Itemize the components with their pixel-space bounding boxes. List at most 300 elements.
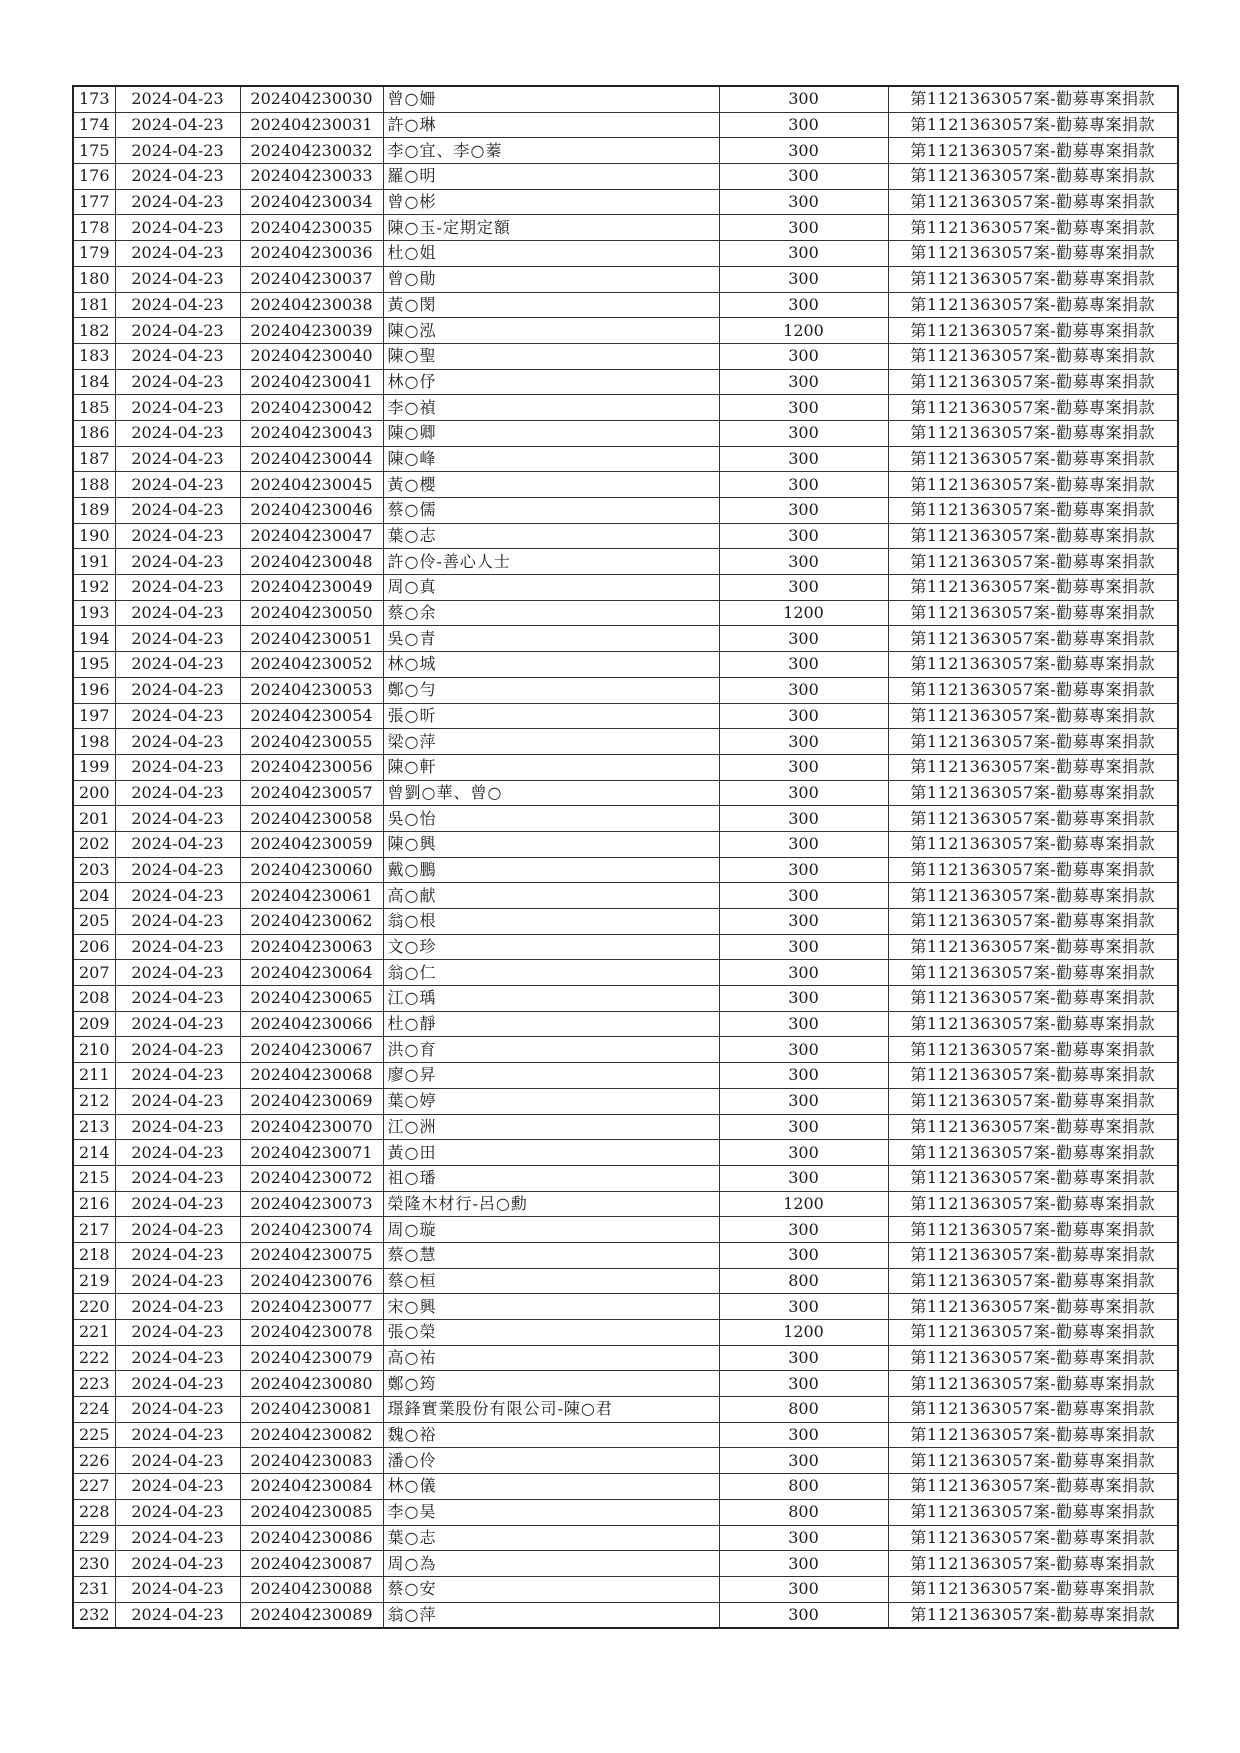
table-row (73, 754, 1178, 780)
donor-name-cell: 曾劉○華、曾○ (383, 780, 719, 806)
row-number-cell: 196 (73, 677, 115, 703)
table-row (73, 1320, 1178, 1346)
table-row (73, 1576, 1178, 1602)
donation-amount-cell: 300 (719, 292, 888, 318)
donation-purpose-cell: 第1121363057案-勸募專案捐款 (888, 369, 1178, 395)
table-row (73, 189, 1178, 215)
table-row (73, 343, 1178, 369)
donor-name-cell: 葉○志 (383, 523, 719, 549)
donation-amount-cell: 800 (719, 1499, 888, 1525)
donation-amount-cell: 300 (719, 1088, 888, 1114)
donation-purpose-cell: 第1121363057案-勸募專案捐款 (888, 934, 1178, 960)
donation-purpose-cell: 第1121363057案-勸募專案捐款 (888, 1576, 1178, 1602)
table-row (73, 266, 1178, 292)
receipt-number-cell: 202404230052 (240, 652, 383, 678)
donation-purpose-cell: 第1121363057案-勸募專案捐款 (888, 1088, 1178, 1114)
donor-name-cell: 璟鋒實業股份有限公司-陳○君 (383, 1397, 719, 1423)
row-number-cell: 211 (73, 1063, 115, 1089)
donation-amount-cell: 300 (719, 806, 888, 832)
receipt-number-cell: 202404230037 (240, 266, 383, 292)
donor-name-cell: 羅○明 (383, 164, 719, 190)
donation-purpose-cell: 第1121363057案-勸募專案捐款 (888, 1397, 1178, 1423)
receipt-number-cell: 202404230079 (240, 1345, 383, 1371)
table-row (73, 1114, 1178, 1140)
row-number-cell: 182 (73, 318, 115, 344)
row-number-cell: 180 (73, 266, 115, 292)
receipt-number-cell: 202404230041 (240, 369, 383, 395)
donation-date-cell: 2024-04-23 (115, 909, 240, 935)
receipt-number-cell: 202404230081 (240, 1397, 383, 1423)
receipt-number-cell: 202404230077 (240, 1294, 383, 1320)
donation-date-cell: 2024-04-23 (115, 318, 240, 344)
row-number-cell: 200 (73, 780, 115, 806)
table-row (73, 523, 1178, 549)
donation-date-cell: 2024-04-23 (115, 420, 240, 446)
row-number-cell: 203 (73, 857, 115, 883)
receipt-number-cell: 202404230069 (240, 1088, 383, 1114)
row-number-cell: 209 (73, 1011, 115, 1037)
donation-date-cell: 2024-04-23 (115, 343, 240, 369)
table-row (73, 600, 1178, 626)
donor-name-cell: 翁○萍 (383, 1602, 719, 1628)
receipt-number-cell: 202404230038 (240, 292, 383, 318)
donor-name-cell: 吳○怡 (383, 806, 719, 832)
donation-purpose-cell: 第1121363057案-勸募專案捐款 (888, 1140, 1178, 1166)
donor-name-cell: 葉○婷 (383, 1088, 719, 1114)
donation-ledger-table (72, 85, 1179, 1629)
table-row (73, 857, 1178, 883)
donation-purpose-cell: 第1121363057案-勸募專案捐款 (888, 164, 1178, 190)
donor-name-cell: 鄭○勻 (383, 677, 719, 703)
row-number-cell: 227 (73, 1474, 115, 1500)
donation-date-cell: 2024-04-23 (115, 754, 240, 780)
donation-purpose-cell: 第1121363057案-勸募專案捐款 (888, 1242, 1178, 1268)
receipt-number-cell: 202404230055 (240, 729, 383, 755)
donor-name-cell: 榮隆木材行-呂○勳 (383, 1191, 719, 1217)
receipt-number-cell: 202404230075 (240, 1242, 383, 1268)
donor-name-cell: 鄭○筠 (383, 1371, 719, 1397)
donation-purpose-cell: 第1121363057案-勸募專案捐款 (888, 857, 1178, 883)
donor-name-cell: 葉○志 (383, 1525, 719, 1551)
donation-purpose-cell: 第1121363057案-勸募專案捐款 (888, 1063, 1178, 1089)
table-row (73, 138, 1178, 164)
table-row (73, 241, 1178, 267)
row-number-cell: 218 (73, 1242, 115, 1268)
table-row (73, 215, 1178, 241)
donation-amount-cell: 300 (719, 343, 888, 369)
table-row (73, 934, 1178, 960)
donation-purpose-cell: 第1121363057案-勸募專案捐款 (888, 498, 1178, 524)
donation-date-cell: 2024-04-23 (115, 1551, 240, 1577)
donation-amount-cell: 300 (719, 1576, 888, 1602)
table-row (73, 1422, 1178, 1448)
donation-amount-cell: 300 (719, 395, 888, 421)
donor-name-cell: 李○昊 (383, 1499, 719, 1525)
row-number-cell: 230 (73, 1551, 115, 1577)
donor-name-cell: 翁○根 (383, 909, 719, 935)
donor-name-cell: 高○祐 (383, 1345, 719, 1371)
donation-amount-cell: 300 (719, 729, 888, 755)
table-row (73, 369, 1178, 395)
donation-purpose-cell: 第1121363057案-勸募專案捐款 (888, 523, 1178, 549)
row-number-cell: 192 (73, 575, 115, 601)
receipt-number-cell: 202404230039 (240, 318, 383, 344)
donation-purpose-cell: 第1121363057案-勸募專案捐款 (888, 677, 1178, 703)
donation-amount-cell: 300 (719, 626, 888, 652)
donation-purpose-cell: 第1121363057案-勸募專案捐款 (888, 754, 1178, 780)
row-number-cell: 231 (73, 1576, 115, 1602)
row-number-cell: 190 (73, 523, 115, 549)
donation-purpose-cell: 第1121363057案-勸募專案捐款 (888, 446, 1178, 472)
receipt-number-cell: 202404230089 (240, 1602, 383, 1628)
donation-amount-cell: 300 (719, 215, 888, 241)
donation-date-cell: 2024-04-23 (115, 1011, 240, 1037)
table-row (73, 1191, 1178, 1217)
donation-amount-cell: 300 (719, 446, 888, 472)
row-number-cell: 226 (73, 1448, 115, 1474)
donation-purpose-cell: 第1121363057案-勸募專案捐款 (888, 1037, 1178, 1063)
table-row (73, 677, 1178, 703)
row-number-cell: 223 (73, 1371, 115, 1397)
donation-purpose-cell: 第1121363057案-勸募專案捐款 (888, 1268, 1178, 1294)
receipt-number-cell: 202404230032 (240, 138, 383, 164)
donor-name-cell: 黃○田 (383, 1140, 719, 1166)
ledger-body (73, 86, 1178, 1628)
table-row (73, 1345, 1178, 1371)
donor-name-cell: 許○伶-善心人士 (383, 549, 719, 575)
donation-purpose-cell: 第1121363057案-勸募專案捐款 (888, 266, 1178, 292)
donation-date-cell: 2024-04-23 (115, 780, 240, 806)
receipt-number-cell: 202404230066 (240, 1011, 383, 1037)
row-number-cell: 194 (73, 626, 115, 652)
donor-name-cell: 魏○裕 (383, 1422, 719, 1448)
donation-amount-cell: 300 (719, 86, 888, 112)
receipt-number-cell: 202404230078 (240, 1320, 383, 1346)
donation-purpose-cell: 第1121363057案-勸募專案捐款 (888, 1294, 1178, 1320)
donation-date-cell: 2024-04-23 (115, 1268, 240, 1294)
receipt-number-cell: 202404230040 (240, 343, 383, 369)
donation-amount-cell: 300 (719, 189, 888, 215)
donation-date-cell: 2024-04-23 (115, 1345, 240, 1371)
donation-purpose-cell: 第1121363057案-勸募專案捐款 (888, 138, 1178, 164)
donation-date-cell: 2024-04-23 (115, 1217, 240, 1243)
donor-name-cell: 戴○鵬 (383, 857, 719, 883)
donation-date-cell: 2024-04-23 (115, 857, 240, 883)
donation-date-cell: 2024-04-23 (115, 369, 240, 395)
donation-purpose-cell: 第1121363057案-勸募專案捐款 (888, 1474, 1178, 1500)
row-number-cell: 214 (73, 1140, 115, 1166)
donation-date-cell: 2024-04-23 (115, 806, 240, 832)
donation-amount-cell: 300 (719, 703, 888, 729)
donation-date-cell: 2024-04-23 (115, 241, 240, 267)
row-number-cell: 201 (73, 806, 115, 832)
row-number-cell: 173 (73, 86, 115, 112)
donation-purpose-cell: 第1121363057案-勸募專案捐款 (888, 909, 1178, 935)
table-row (73, 1165, 1178, 1191)
row-number-cell: 228 (73, 1499, 115, 1525)
donation-purpose-cell: 第1121363057案-勸募專案捐款 (888, 1320, 1178, 1346)
donor-name-cell: 陳○卿 (383, 420, 719, 446)
receipt-number-cell: 202404230072 (240, 1165, 383, 1191)
row-number-cell: 205 (73, 909, 115, 935)
receipt-number-cell: 202404230044 (240, 446, 383, 472)
donation-amount-cell: 300 (719, 498, 888, 524)
donation-purpose-cell: 第1121363057案-勸募專案捐款 (888, 806, 1178, 832)
donation-amount-cell: 800 (719, 1474, 888, 1500)
receipt-number-cell: 202404230071 (240, 1140, 383, 1166)
donor-name-cell: 張○榮 (383, 1320, 719, 1346)
receipt-number-cell: 202404230060 (240, 857, 383, 883)
donation-date-cell: 2024-04-23 (115, 1602, 240, 1628)
donation-purpose-cell: 第1121363057案-勸募專案捐款 (888, 1448, 1178, 1474)
table-row (73, 1499, 1178, 1525)
row-number-cell: 188 (73, 472, 115, 498)
table-row (73, 472, 1178, 498)
donation-purpose-cell: 第1121363057案-勸募專案捐款 (888, 112, 1178, 138)
row-number-cell: 197 (73, 703, 115, 729)
row-number-cell: 212 (73, 1088, 115, 1114)
donor-name-cell: 高○献 (383, 883, 719, 909)
donation-date-cell: 2024-04-23 (115, 164, 240, 190)
donation-date-cell: 2024-04-23 (115, 395, 240, 421)
donation-amount-cell: 300 (719, 1294, 888, 1320)
donation-purpose-cell: 第1121363057案-勸募專案捐款 (888, 729, 1178, 755)
donation-amount-cell: 300 (719, 472, 888, 498)
donation-date-cell: 2024-04-23 (115, 1037, 240, 1063)
row-number-cell: 174 (73, 112, 115, 138)
donation-purpose-cell: 第1121363057案-勸募專案捐款 (888, 1499, 1178, 1525)
donation-amount-cell: 300 (719, 1114, 888, 1140)
donor-name-cell: 黃○櫻 (383, 472, 719, 498)
row-number-cell: 187 (73, 446, 115, 472)
table-row (73, 909, 1178, 935)
row-number-cell: 217 (73, 1217, 115, 1243)
donation-purpose-cell: 第1121363057案-勸募專案捐款 (888, 1345, 1178, 1371)
table-row (73, 112, 1178, 138)
row-number-cell: 210 (73, 1037, 115, 1063)
donation-purpose-cell: 第1121363057案-勸募專案捐款 (888, 883, 1178, 909)
donation-date-cell: 2024-04-23 (115, 1371, 240, 1397)
donation-amount-cell: 300 (719, 831, 888, 857)
table-row (73, 446, 1178, 472)
donation-purpose-cell: 第1121363057案-勸募專案捐款 (888, 1551, 1178, 1577)
row-number-cell: 185 (73, 395, 115, 421)
donation-purpose-cell: 第1121363057案-勸募專案捐款 (888, 703, 1178, 729)
donor-name-cell: 杜○姐 (383, 241, 719, 267)
row-number-cell: 220 (73, 1294, 115, 1320)
receipt-number-cell: 202404230061 (240, 883, 383, 909)
row-number-cell: 213 (73, 1114, 115, 1140)
donor-name-cell: 陳○泓 (383, 318, 719, 344)
donation-date-cell: 2024-04-23 (115, 1320, 240, 1346)
donation-amount-cell: 300 (719, 1165, 888, 1191)
donation-amount-cell: 300 (719, 909, 888, 935)
donation-purpose-cell: 第1121363057案-勸募專案捐款 (888, 575, 1178, 601)
donor-name-cell: 蔡○安 (383, 1576, 719, 1602)
donation-purpose-cell: 第1121363057案-勸募專案捐款 (888, 626, 1178, 652)
row-number-cell: 178 (73, 215, 115, 241)
donation-purpose-cell: 第1121363057案-勸募專案捐款 (888, 600, 1178, 626)
donation-amount-cell: 300 (719, 1140, 888, 1166)
donation-date-cell: 2024-04-23 (115, 703, 240, 729)
donation-amount-cell: 300 (719, 1551, 888, 1577)
donation-date-cell: 2024-04-23 (115, 138, 240, 164)
donation-date-cell: 2024-04-23 (115, 1397, 240, 1423)
donation-date-cell: 2024-04-23 (115, 112, 240, 138)
donation-purpose-cell: 第1121363057案-勸募專案捐款 (888, 420, 1178, 446)
donation-date-cell: 2024-04-23 (115, 446, 240, 472)
donation-purpose-cell: 第1121363057案-勸募專案捐款 (888, 960, 1178, 986)
table-row (73, 1011, 1178, 1037)
receipt-number-cell: 202404230034 (240, 189, 383, 215)
row-number-cell: 193 (73, 600, 115, 626)
donation-date-cell: 2024-04-23 (115, 960, 240, 986)
donation-date-cell: 2024-04-23 (115, 523, 240, 549)
row-number-cell: 195 (73, 652, 115, 678)
donation-amount-cell: 300 (719, 857, 888, 883)
donor-name-cell: 曾○姍 (383, 86, 719, 112)
donation-amount-cell: 300 (719, 1422, 888, 1448)
donation-purpose-cell: 第1121363057案-勸募專案捐款 (888, 652, 1178, 678)
donation-purpose-cell: 第1121363057案-勸募專案捐款 (888, 189, 1178, 215)
table-row (73, 883, 1178, 909)
table-row (73, 318, 1178, 344)
donor-name-cell: 蔡○桓 (383, 1268, 719, 1294)
table-row (73, 1063, 1178, 1089)
donation-purpose-cell: 第1121363057案-勸募專案捐款 (888, 1371, 1178, 1397)
donor-name-cell: 吳○青 (383, 626, 719, 652)
donation-amount-cell: 300 (719, 112, 888, 138)
donation-purpose-cell: 第1121363057案-勸募專案捐款 (888, 395, 1178, 421)
receipt-number-cell: 202404230047 (240, 523, 383, 549)
table-row (73, 1474, 1178, 1500)
row-number-cell: 176 (73, 164, 115, 190)
donation-amount-cell: 800 (719, 1397, 888, 1423)
donation-date-cell: 2024-04-23 (115, 1525, 240, 1551)
donation-amount-cell: 300 (719, 883, 888, 909)
receipt-number-cell: 202404230059 (240, 831, 383, 857)
donation-date-cell: 2024-04-23 (115, 1114, 240, 1140)
donation-purpose-cell: 第1121363057案-勸募專案捐款 (888, 1191, 1178, 1217)
table-row (73, 729, 1178, 755)
table-row (73, 831, 1178, 857)
row-number-cell: 206 (73, 934, 115, 960)
row-number-cell: 175 (73, 138, 115, 164)
donation-date-cell: 2024-04-23 (115, 1499, 240, 1525)
receipt-number-cell: 202404230053 (240, 677, 383, 703)
donation-amount-cell: 300 (719, 164, 888, 190)
row-number-cell: 181 (73, 292, 115, 318)
donation-amount-cell: 300 (719, 549, 888, 575)
donor-name-cell: 江○洲 (383, 1114, 719, 1140)
receipt-number-cell: 202404230067 (240, 1037, 383, 1063)
row-number-cell: 216 (73, 1191, 115, 1217)
row-number-cell: 232 (73, 1602, 115, 1628)
table-row (73, 86, 1178, 112)
donation-purpose-cell: 第1121363057案-勸募專案捐款 (888, 986, 1178, 1012)
donation-purpose-cell: 第1121363057案-勸募專案捐款 (888, 1602, 1178, 1628)
row-number-cell: 204 (73, 883, 115, 909)
row-number-cell: 207 (73, 960, 115, 986)
receipt-number-cell: 202404230033 (240, 164, 383, 190)
donor-name-cell: 祖○璠 (383, 1165, 719, 1191)
receipt-number-cell: 202404230054 (240, 703, 383, 729)
donation-date-cell: 2024-04-23 (115, 498, 240, 524)
donor-name-cell: 翁○仁 (383, 960, 719, 986)
table-row (73, 1397, 1178, 1423)
donor-name-cell: 陳○軒 (383, 754, 719, 780)
donation-amount-cell: 300 (719, 1037, 888, 1063)
donation-amount-cell: 1200 (719, 1191, 888, 1217)
donation-amount-cell: 300 (719, 523, 888, 549)
receipt-number-cell: 202404230070 (240, 1114, 383, 1140)
donor-name-cell: 李○宜、李○蓁 (383, 138, 719, 164)
table-row (73, 1268, 1178, 1294)
receipt-number-cell: 202404230043 (240, 420, 383, 446)
donation-date-cell: 2024-04-23 (115, 626, 240, 652)
donor-name-cell: 江○瑀 (383, 986, 719, 1012)
row-number-cell: 221 (73, 1320, 115, 1346)
donor-name-cell: 陳○玉-定期定額 (383, 215, 719, 241)
donation-amount-cell: 1200 (719, 1320, 888, 1346)
donation-purpose-cell: 第1121363057案-勸募專案捐款 (888, 472, 1178, 498)
donor-name-cell: 梁○萍 (383, 729, 719, 755)
donation-date-cell: 2024-04-23 (115, 1422, 240, 1448)
row-number-cell: 202 (73, 831, 115, 857)
row-number-cell: 229 (73, 1525, 115, 1551)
table-row (73, 420, 1178, 446)
receipt-number-cell: 202404230064 (240, 960, 383, 986)
table-row (73, 1448, 1178, 1474)
donation-date-cell: 2024-04-23 (115, 1294, 240, 1320)
receipt-number-cell: 202404230048 (240, 549, 383, 575)
donation-amount-cell: 800 (719, 1268, 888, 1294)
row-number-cell: 215 (73, 1165, 115, 1191)
donor-name-cell: 林○城 (383, 652, 719, 678)
table-row (73, 652, 1178, 678)
table-row (73, 549, 1178, 575)
donation-amount-cell: 1200 (719, 600, 888, 626)
table-row (73, 1551, 1178, 1577)
row-number-cell: 219 (73, 1268, 115, 1294)
donation-amount-cell: 300 (719, 986, 888, 1012)
donation-purpose-cell: 第1121363057案-勸募專案捐款 (888, 215, 1178, 241)
receipt-number-cell: 202404230046 (240, 498, 383, 524)
receipt-number-cell: 202404230058 (240, 806, 383, 832)
donation-date-cell: 2024-04-23 (115, 1576, 240, 1602)
receipt-number-cell: 202404230084 (240, 1474, 383, 1500)
table-row (73, 1242, 1178, 1268)
donor-name-cell: 許○琳 (383, 112, 719, 138)
receipt-number-cell: 202404230076 (240, 1268, 383, 1294)
donation-date-cell: 2024-04-23 (115, 1242, 240, 1268)
donation-amount-cell: 300 (719, 241, 888, 267)
donation-amount-cell: 300 (719, 1242, 888, 1268)
donation-amount-cell: 1200 (719, 318, 888, 344)
receipt-number-cell: 202404230056 (240, 754, 383, 780)
donation-amount-cell: 300 (719, 1602, 888, 1628)
table-row (73, 1525, 1178, 1551)
receipt-number-cell: 202404230082 (240, 1422, 383, 1448)
donation-amount-cell: 300 (719, 934, 888, 960)
donation-date-cell: 2024-04-23 (115, 1063, 240, 1089)
receipt-number-cell: 202404230074 (240, 1217, 383, 1243)
donation-purpose-cell: 第1121363057案-勸募專案捐款 (888, 549, 1178, 575)
receipt-number-cell: 202404230080 (240, 1371, 383, 1397)
table-row (73, 1217, 1178, 1243)
donation-purpose-cell: 第1121363057案-勸募專案捐款 (888, 780, 1178, 806)
receipt-number-cell: 202404230036 (240, 241, 383, 267)
